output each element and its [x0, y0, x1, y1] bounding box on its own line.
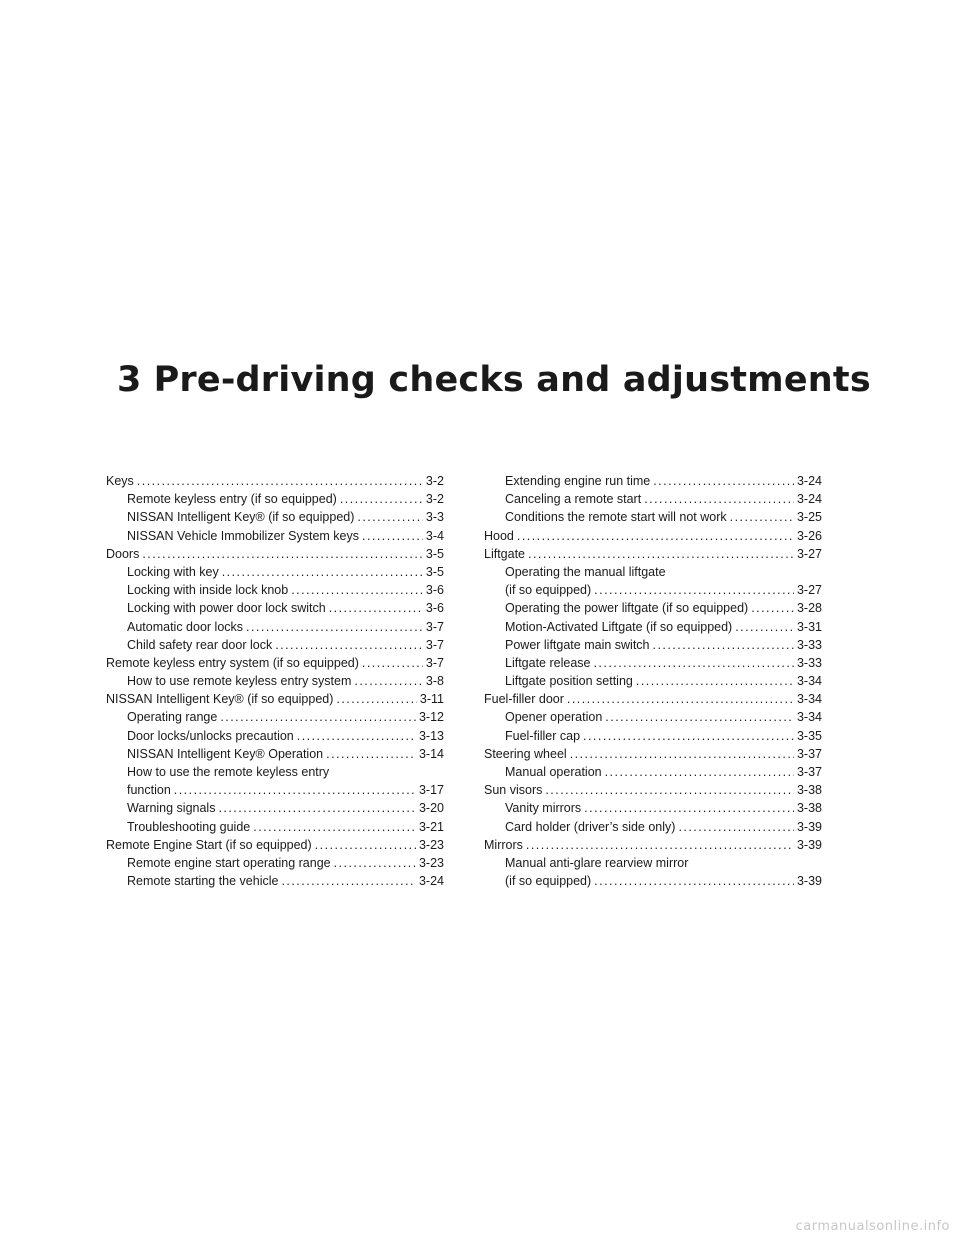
toc-page-number: 3-3	[425, 510, 444, 525]
toc-entry[interactable]	[106, 636, 444, 654]
toc-entry[interactable]	[484, 727, 822, 745]
toc-leader-dots	[517, 527, 794, 545]
toc-page-number: 3-25	[796, 510, 822, 525]
toc-page-number: 3-5	[425, 546, 444, 561]
toc-entry-title: Operating the manual liftgate	[505, 564, 666, 579]
toc-entry-title: Doors	[106, 546, 140, 561]
toc-entry[interactable]	[484, 545, 822, 563]
toc-entry[interactable]	[484, 690, 822, 708]
toc-entry-title: Door locks/unlocks precaution	[127, 728, 294, 743]
toc-page-number: 3-11	[419, 692, 444, 707]
chapter-number: 3	[117, 360, 142, 400]
toc-entry-title: Operating the power liftgate (if so equipped)	[505, 601, 749, 616]
toc-entry-title: How to use the remote keyless entry	[127, 765, 330, 779]
toc-page-number: 3-20	[418, 801, 444, 816]
toc-leader-dots	[593, 654, 793, 672]
toc-entry[interactable]	[106, 727, 444, 745]
toc-leader-dots	[730, 508, 794, 526]
toc-entry-title: Liftgate position setting	[505, 674, 633, 689]
toc-page-number: 3-28	[796, 601, 822, 616]
toc-leader-dots	[605, 708, 794, 726]
toc-leader-dots	[526, 836, 794, 854]
toc-leader-dots	[354, 672, 423, 690]
toc-entry-title: Fuel-filler cap	[505, 728, 581, 743]
toc-leader-dots	[567, 690, 794, 708]
toc-page-number: 3-23	[418, 855, 444, 870]
toc-page-number: 3-8	[425, 674, 444, 689]
toc-entry[interactable]	[484, 527, 822, 545]
toc-entry[interactable]	[484, 781, 822, 799]
toc-entry-title: Automatic door locks	[127, 619, 244, 634]
toc-entry[interactable]	[106, 672, 444, 690]
toc-entry[interactable]	[484, 508, 822, 526]
toc-leader-dots	[142, 545, 423, 563]
toc-entry-title: Motion-Activated Liftgate (if so equipped)	[505, 619, 733, 634]
toc-entry-title: NISSAN Intelligent Key® (if so equipped)	[106, 692, 334, 707]
toc-entry-title: Fuel-filler door	[484, 692, 564, 707]
toc-page-number: 3-34	[796, 674, 822, 689]
toc-entry[interactable]	[484, 472, 822, 490]
toc-left-column	[106, 472, 444, 890]
toc-entry[interactable]	[106, 799, 444, 817]
toc-entry[interactable]	[484, 836, 822, 854]
toc-entry[interactable]	[106, 563, 444, 581]
toc-page-number: 3-12	[418, 710, 444, 725]
toc-entry-title: Remote starting the vehicle	[127, 874, 279, 889]
toc-leader-dots	[297, 727, 416, 745]
toc-entry[interactable]	[484, 654, 822, 672]
toc-leader-dots	[751, 599, 794, 617]
toc-page-number: 3-6	[425, 601, 444, 616]
toc-entry-title: NISSAN Intelligent Key® Operation	[127, 746, 324, 761]
toc-entry-title: Opener operation	[505, 710, 603, 725]
toc-entry[interactable]	[106, 618, 444, 636]
toc-entry-title: Warning signals	[127, 801, 216, 816]
toc-entry-title: NISSAN Vehicle Immobilizer System keys	[127, 528, 360, 543]
toc-entry-title: Locking with power door lock switch	[127, 601, 326, 616]
toc-entry-title: Remote keyless entry (if so equipped)	[127, 492, 337, 507]
toc-entry-title: Troubleshooting guide	[127, 819, 251, 834]
toc-page-number: 3-14	[418, 746, 444, 761]
toc-entry[interactable]	[484, 708, 822, 726]
toc-entry-title: Remote engine start operating range	[127, 855, 331, 870]
toc-entry-title: Child safety rear door lock	[127, 637, 273, 652]
toc-entry[interactable]	[106, 690, 444, 708]
toc-entry[interactable]	[106, 527, 444, 545]
toc-leader-dots	[220, 708, 416, 726]
toc-entry-title: Manual anti-glare rearview mirror	[505, 855, 689, 870]
toc-leader-dots	[336, 690, 417, 708]
toc-entry-title: How to use remote keyless entry system	[127, 674, 352, 689]
toc-entry[interactable]	[484, 872, 822, 890]
toc-entry-title: Power liftgate main switch	[505, 637, 650, 652]
toc-entry-title: Remote keyless entry system (if so equipped)	[106, 655, 359, 670]
toc-page-number: 3-2	[425, 474, 444, 488]
toc-entry-title: Sun visors	[484, 783, 543, 798]
chapter-title-text: Pre-driving checks and adjustments	[153, 360, 871, 400]
toc-page-number: 3-26	[796, 528, 822, 543]
toc-entry-title: Remote Engine Start (if so equipped)	[106, 837, 312, 852]
toc-page-number: 3-37	[796, 765, 822, 779]
toc-entry[interactable]	[484, 599, 822, 617]
toc-entry[interactable]	[484, 581, 822, 599]
toc-page-number: 3-17	[418, 783, 444, 798]
toc-page-number: 3-2	[425, 492, 444, 507]
toc-right-column	[484, 472, 822, 890]
toc-entry[interactable]	[484, 763, 822, 781]
toc-entry-title: Operating range	[127, 710, 218, 725]
toc-leader-dots	[174, 781, 416, 799]
toc-entry[interactable]	[106, 599, 444, 617]
toc-entry[interactable]	[484, 672, 822, 690]
toc-entry-title: Extending engine run time	[505, 474, 651, 488]
toc-page-number: 3-5	[425, 564, 444, 579]
toc-entry-title: Locking with key	[127, 564, 219, 579]
toc-entry[interactable]	[106, 781, 444, 799]
toc-entry-title: Vanity mirrors	[505, 801, 582, 816]
toc-page-number: 3-6	[425, 583, 444, 598]
toc-page-number: 3-24	[796, 492, 822, 507]
toc-page-number: 3-7	[425, 619, 444, 634]
toc-page-number: 3-27	[796, 583, 822, 598]
toc-leader-dots	[584, 799, 794, 817]
toc-entry-title: NISSAN Intelligent Key® (if so equipped)	[127, 510, 355, 525]
watermark: carmanualsonline.info	[795, 1219, 950, 1234]
toc-entry-title: Manual operation	[505, 765, 602, 779]
toc-leader-dots	[735, 618, 794, 636]
toc-leader-dots	[218, 799, 416, 817]
toc-entry[interactable]	[106, 872, 444, 890]
toc-leader-dots	[329, 599, 423, 617]
toc-leader-dots	[137, 472, 423, 490]
toc-page-number: 3-39	[796, 837, 822, 852]
toc-entry[interactable]	[106, 581, 444, 599]
toc-leader-dots	[644, 490, 794, 508]
toc-entry[interactable]	[484, 854, 822, 872]
toc-entry[interactable]	[106, 545, 444, 563]
toc-entry-title: Steering wheel	[484, 746, 567, 761]
toc-leader-dots	[281, 872, 416, 890]
toc-leader-dots	[340, 490, 423, 508]
toc-entry-title: function	[127, 783, 171, 798]
toc-leader-dots	[326, 745, 416, 763]
toc-leader-dots	[653, 636, 794, 654]
toc-leader-dots	[315, 836, 416, 854]
toc-entry[interactable]	[484, 799, 822, 817]
toc-leader-dots	[594, 872, 794, 890]
toc-leader-dots	[357, 508, 423, 526]
toc-entry[interactable]	[106, 763, 444, 781]
toc-page-number: 3-13	[418, 728, 444, 743]
toc-page-number: 3-7	[425, 655, 444, 670]
toc-leader-dots	[678, 818, 794, 836]
toc-entry-title: Liftgate release	[505, 655, 591, 670]
toc-entry[interactable]	[106, 818, 444, 836]
toc-page-number: 3-24	[418, 874, 444, 889]
toc-page-number: 3-33	[796, 637, 822, 652]
toc-leader-dots	[246, 618, 423, 636]
toc-entry-title: Liftgate	[484, 546, 526, 561]
toc-entry[interactable]	[484, 818, 822, 836]
toc-page-number: 3-23	[418, 837, 444, 852]
toc-page-number: 3-24	[796, 474, 822, 488]
toc-entry-title: Keys	[106, 474, 134, 488]
toc-entry-title: Hood	[484, 528, 514, 543]
toc-entry[interactable]	[484, 563, 822, 581]
toc-page-number: 3-27	[796, 546, 822, 561]
toc-page-number: 3-39	[796, 874, 822, 889]
toc-leader-dots	[334, 854, 416, 872]
toc-leader-dots	[570, 745, 794, 763]
toc-entry-title: Canceling a remote start	[505, 492, 642, 507]
toc-entry[interactable]	[484, 490, 822, 508]
toc-page-number: 3-37	[796, 746, 822, 761]
toc-leader-dots	[275, 636, 423, 654]
toc-entry[interactable]	[106, 745, 444, 763]
toc-entry-title: Locking with inside lock knob	[127, 583, 289, 598]
toc-leader-dots	[291, 581, 423, 599]
toc-leader-dots	[253, 818, 416, 836]
toc-entry[interactable]	[106, 836, 444, 854]
toc-page-number: 3-39	[796, 819, 822, 834]
chapter-title	[117, 360, 871, 400]
toc-leader-dots	[653, 472, 794, 490]
toc-leader-dots	[583, 727, 794, 745]
toc-leader-dots	[362, 654, 423, 672]
toc-page-number: 3-38	[796, 783, 822, 798]
toc-entry-title: Conditions the remote start will not work	[505, 510, 727, 525]
toc-leader-dots	[222, 563, 423, 581]
toc-leader-dots	[636, 672, 794, 690]
toc-page-number: 3-35	[796, 728, 822, 743]
toc-entry-title: Mirrors	[484, 837, 523, 852]
toc-entry[interactable]	[484, 636, 822, 654]
toc-page-number: 3-7	[425, 637, 444, 652]
toc-page-number: 3-33	[796, 655, 822, 670]
toc-entry[interactable]	[106, 490, 444, 508]
toc-leader-dots	[362, 527, 423, 545]
toc-entry[interactable]	[106, 854, 444, 872]
toc-leader-dots	[528, 545, 794, 563]
toc-leader-dots	[594, 581, 794, 599]
toc-leader-dots	[605, 763, 794, 781]
toc-entry-title: Card holder (driver’s side only)	[505, 819, 676, 834]
toc-page-number: 3-4	[425, 528, 444, 543]
toc-entry[interactable]	[106, 654, 444, 672]
toc-entry[interactable]	[484, 618, 822, 636]
toc-leader-dots	[545, 781, 794, 799]
toc-entry-title: (if so equipped)	[505, 583, 592, 598]
toc-entry-title: (if so equipped)	[505, 874, 592, 889]
toc-entry[interactable]	[106, 472, 444, 490]
toc-page-number: 3-21	[418, 819, 444, 834]
toc-entry[interactable]	[106, 708, 444, 726]
toc-page-number: 3-34	[796, 710, 822, 725]
toc-entry[interactable]	[106, 508, 444, 526]
toc-page-number: 3-38	[796, 801, 822, 816]
toc-page-number: 3-31	[796, 619, 822, 634]
toc-entry[interactable]	[484, 745, 822, 763]
toc-page-number: 3-34	[796, 692, 822, 707]
